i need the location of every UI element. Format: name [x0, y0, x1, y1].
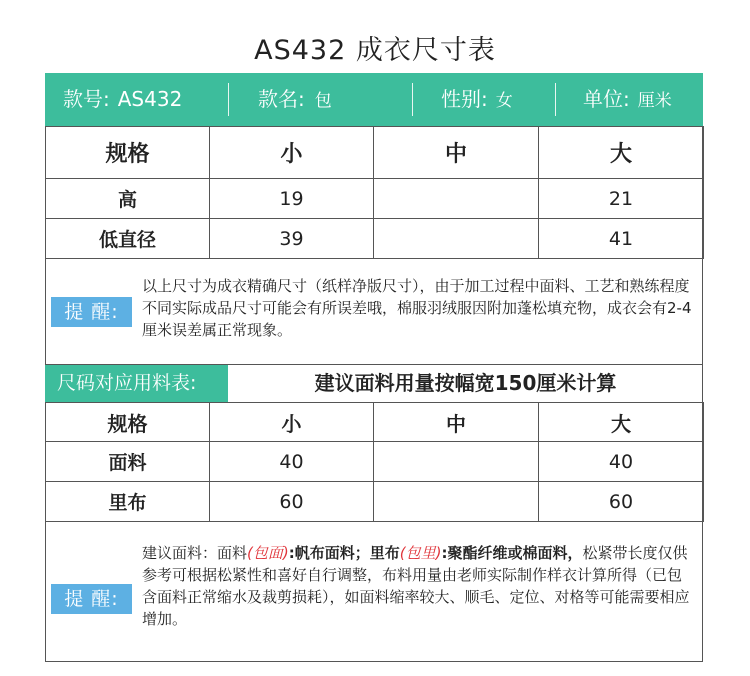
table-header-row — [46, 403, 704, 442]
header-cell: 规格 — [46, 403, 210, 442]
reminder-badge: 提 醒: — [51, 297, 132, 327]
style-number-value: AS432 — [117, 87, 183, 111]
fabric-table — [45, 402, 704, 522]
page-title: AS432 成衣尺寸表 — [254, 35, 496, 66]
table-cell — [374, 442, 539, 482]
table-cell: 21 — [539, 179, 704, 219]
divider — [228, 83, 229, 116]
fabric-section-heading: 建议面料用量按幅宽150厘米计算 — [314, 371, 617, 395]
divider — [555, 83, 556, 116]
header-cell: 大 — [539, 127, 704, 179]
row-label: 高 — [46, 179, 210, 219]
row-label: 低直径 — [46, 219, 210, 259]
header-cell: 中 — [374, 403, 539, 442]
gender — [441, 73, 513, 126]
table-row — [46, 179, 704, 219]
header-cell: 中 — [374, 127, 539, 179]
header-cell: 小 — [210, 403, 374, 442]
reminder-badge: 提 醒: — [51, 584, 132, 614]
table-cell: 19 — [210, 179, 374, 219]
table-cell: 40 — [539, 442, 704, 482]
table-cell: 60 — [210, 482, 374, 522]
header-cell: 小 — [210, 127, 374, 179]
style-number-label: 款号: — [63, 87, 110, 111]
fabric-section-label: 尺码对应用料表: — [45, 365, 228, 402]
table-cell: 40 — [210, 442, 374, 482]
table-cell — [374, 219, 539, 259]
size-table — [45, 126, 704, 259]
style-name — [258, 73, 332, 126]
table-row — [46, 219, 704, 259]
table-row — [46, 442, 704, 482]
size-note-text: 以上尺寸为成衣精确尺寸（纸样净版尺寸），由于加工过程中面料、工艺和熟练程度不同实际成品尺寸可能会有所误差哦，棉服羽绒服因附加蓬松填充物，成衣会有2-4厘米误差属正常现象。 — [142, 277, 692, 339]
style-name-label: 款名: — [258, 87, 305, 111]
divider — [412, 83, 413, 116]
note-text: 松紧带长度仅供参考可根据松紧性和喜好自行调整，布料用量由老师实际制作样衣计算所得（已包含面料正常缩水及裁剪损耗），如面料缩率较大、顺毛、定位、对格等可能需要相应增加。 — [142, 544, 690, 628]
header-cell: 大 — [539, 403, 704, 442]
note-text: 建议面料：面料 — [142, 544, 248, 562]
table-cell — [374, 179, 539, 219]
gender-label: 性别: — [441, 87, 488, 111]
row-label: 里布 — [46, 482, 210, 522]
info-bar — [45, 73, 703, 126]
note-bold: :帆布面料；里布 — [288, 544, 400, 562]
style-number — [63, 73, 182, 126]
table-cell — [374, 482, 539, 522]
table-cell: 39 — [210, 219, 374, 259]
fabric-note-text — [142, 542, 694, 630]
note-highlight: (包里) — [399, 544, 442, 562]
table-cell: 41 — [539, 219, 704, 259]
gender-value: 女 — [495, 91, 513, 111]
row-label: 面料 — [46, 442, 210, 482]
table-header-row — [46, 127, 704, 179]
table-cell: 60 — [539, 482, 704, 522]
header-cell: 规格 — [46, 127, 210, 179]
note-highlight: (包面) — [247, 544, 289, 562]
note-bold: :聚酯纤维或棉面料， — [441, 544, 583, 562]
style-name-value: 包 — [314, 91, 332, 111]
unit-value: 厘米 — [637, 91, 672, 111]
unit-label: 单位: — [583, 87, 630, 111]
unit — [583, 73, 672, 126]
table-row — [46, 482, 704, 522]
